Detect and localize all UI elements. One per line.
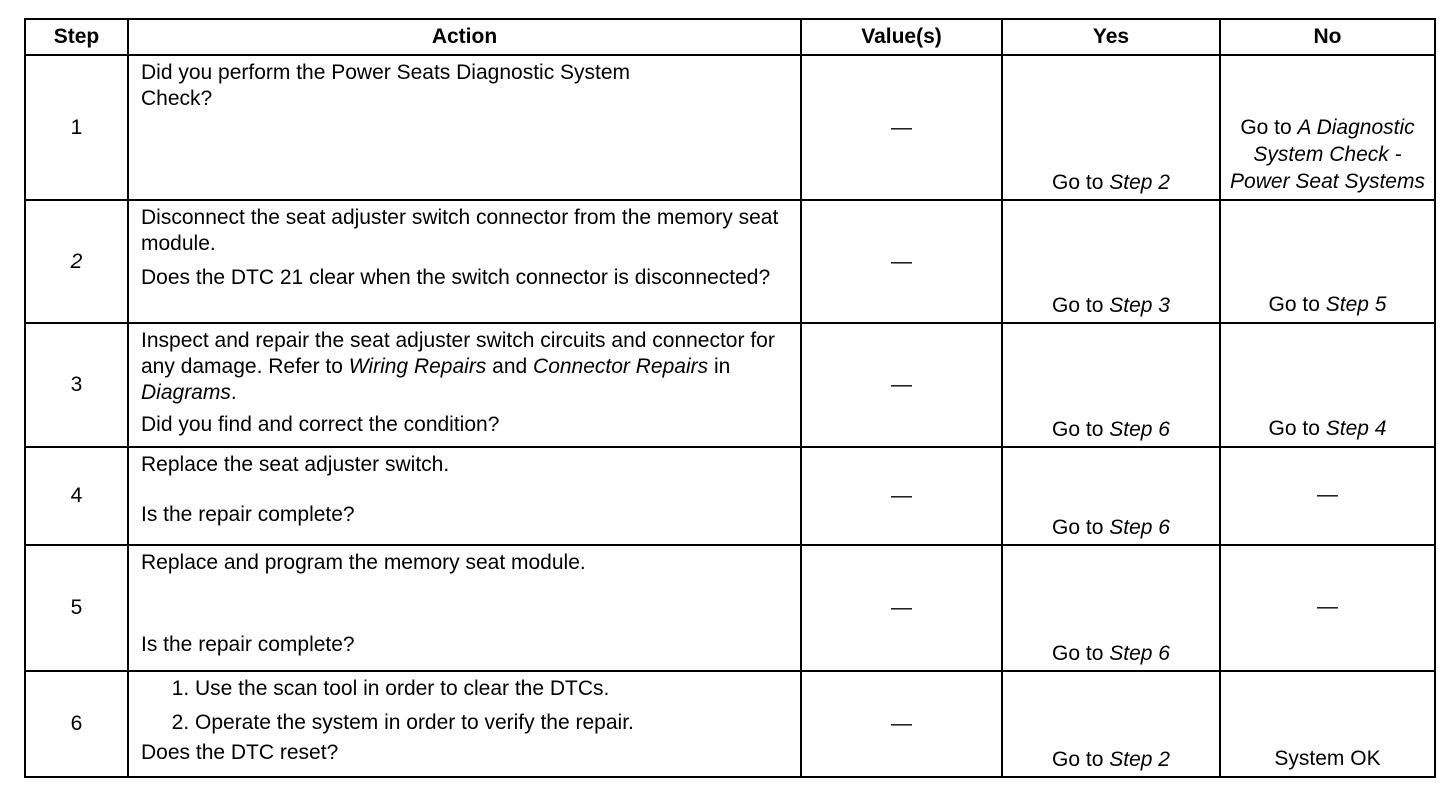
dash: — [891,484,912,507]
value-cell [801,671,1002,777]
wiring-repairs-link[interactable]: Wiring Repairs [348,355,487,378]
action-text: and [486,355,534,378]
action-cell [128,671,801,777]
table-row [25,323,1435,447]
no-cell [1220,447,1435,545]
action-instruction [141,328,790,406]
table-row [25,447,1435,545]
value-cell [801,447,1002,545]
list-item: 2. Operate the system in order to verify the repair. [195,706,790,740]
step-number [25,200,128,323]
step-number: 1 [25,55,128,200]
header-action: Action [128,19,801,55]
header-step: Step [25,19,128,55]
action-question: Does the DTC 21 clear when the switch connector is disconnected? [141,266,771,289]
header-row [25,19,1435,55]
action-cell [128,200,801,323]
dash: — [891,712,912,735]
yes-cell [1002,55,1220,200]
header-values: Value(s) [801,19,1002,55]
step-number: 4 [25,447,128,545]
table-row [25,200,1435,323]
action-list [141,672,790,740]
no-cell [1220,323,1435,447]
action-cell [128,55,801,200]
yes-link[interactable]: Step 2 [1109,748,1170,771]
yes-link[interactable]: Step 3 [1109,294,1170,317]
action-text: Inspect and repair the seat adjuster switch circuits and connector for any damage. Refer to [141,329,775,378]
action-question: Does the DTC reset? [141,741,339,764]
action-instruction: Replace and program the memory seat module. [141,551,586,574]
dash: — [891,249,912,273]
no-cell: System OK [1220,671,1435,777]
yes-cell [1002,323,1220,447]
yes-cell [1002,671,1220,777]
table-row [25,671,1435,777]
diagrams-link[interactable]: Diagrams [141,381,231,404]
yes-link[interactable]: Step 2 [1109,171,1170,194]
diagnostic-table [24,18,1436,778]
no-cell [1220,55,1435,200]
no-prefix: Go to [1268,417,1326,440]
action-instruction: Replace the seat adjuster switch. [141,453,450,476]
no-link[interactable]: Step 5 [1325,293,1387,316]
dash: — [891,596,912,619]
table-row [25,545,1435,671]
yes-prefix: Go to [1052,294,1110,317]
action-question: Did you perform the Power Seats Diagnostic System Check? [141,61,631,110]
value-cell [801,55,1002,200]
dash: — [1317,482,1338,506]
dash: — [891,373,912,396]
yes-link[interactable]: Step 6 [1109,642,1170,665]
yes-prefix: Go to [1052,748,1110,771]
action-text: . [230,381,237,404]
yes-cell [1002,200,1220,323]
table-row [25,55,1435,200]
yes-prefix: Go to [1052,642,1110,665]
yes-link[interactable]: Step 6 [1109,418,1170,441]
step-number: 3 [25,323,128,447]
action-cell [128,323,801,447]
yes-link[interactable]: Step 6 [1109,516,1170,539]
no-link[interactable]: Step 4 [1325,417,1387,440]
dash: — [1317,594,1338,618]
yes-prefix: Go to [1052,418,1110,441]
list-item: 1. Use the scan tool in order to clear the DTCs. [195,672,790,706]
action-question: Did you find and correct the condition? [141,413,500,436]
header-no: No [1220,19,1435,55]
no-prefix: Go to [1240,116,1298,139]
no-cell [1220,200,1435,323]
value-cell [801,545,1002,671]
action-question: Is the repair complete? [141,503,355,526]
action-text: in [708,355,731,378]
yes-cell [1002,447,1220,545]
value-cell [801,323,1002,447]
dash: — [891,115,912,139]
step-number: 5 [25,545,128,671]
step-number: 6 [25,671,128,777]
step-number-text: 2 [70,249,83,273]
no-prefix: Go to [1268,293,1326,316]
header-yes: Yes [1002,19,1220,55]
action-question: Is the repair complete? [141,633,355,656]
connector-repairs-link[interactable]: Connector Repairs [533,355,709,378]
action-cell [128,545,801,671]
yes-prefix: Go to [1052,171,1110,194]
yes-cell [1002,545,1220,671]
value-cell [801,200,1002,323]
yes-prefix: Go to [1052,516,1110,539]
no-cell [1220,545,1435,671]
no-link[interactable]: A Diagnostic System Check - Power Seat Systems [1230,116,1425,193]
action-cell [128,447,801,545]
action-instruction: Disconnect the seat adjuster switch connector from the memory seat module. [141,206,779,255]
